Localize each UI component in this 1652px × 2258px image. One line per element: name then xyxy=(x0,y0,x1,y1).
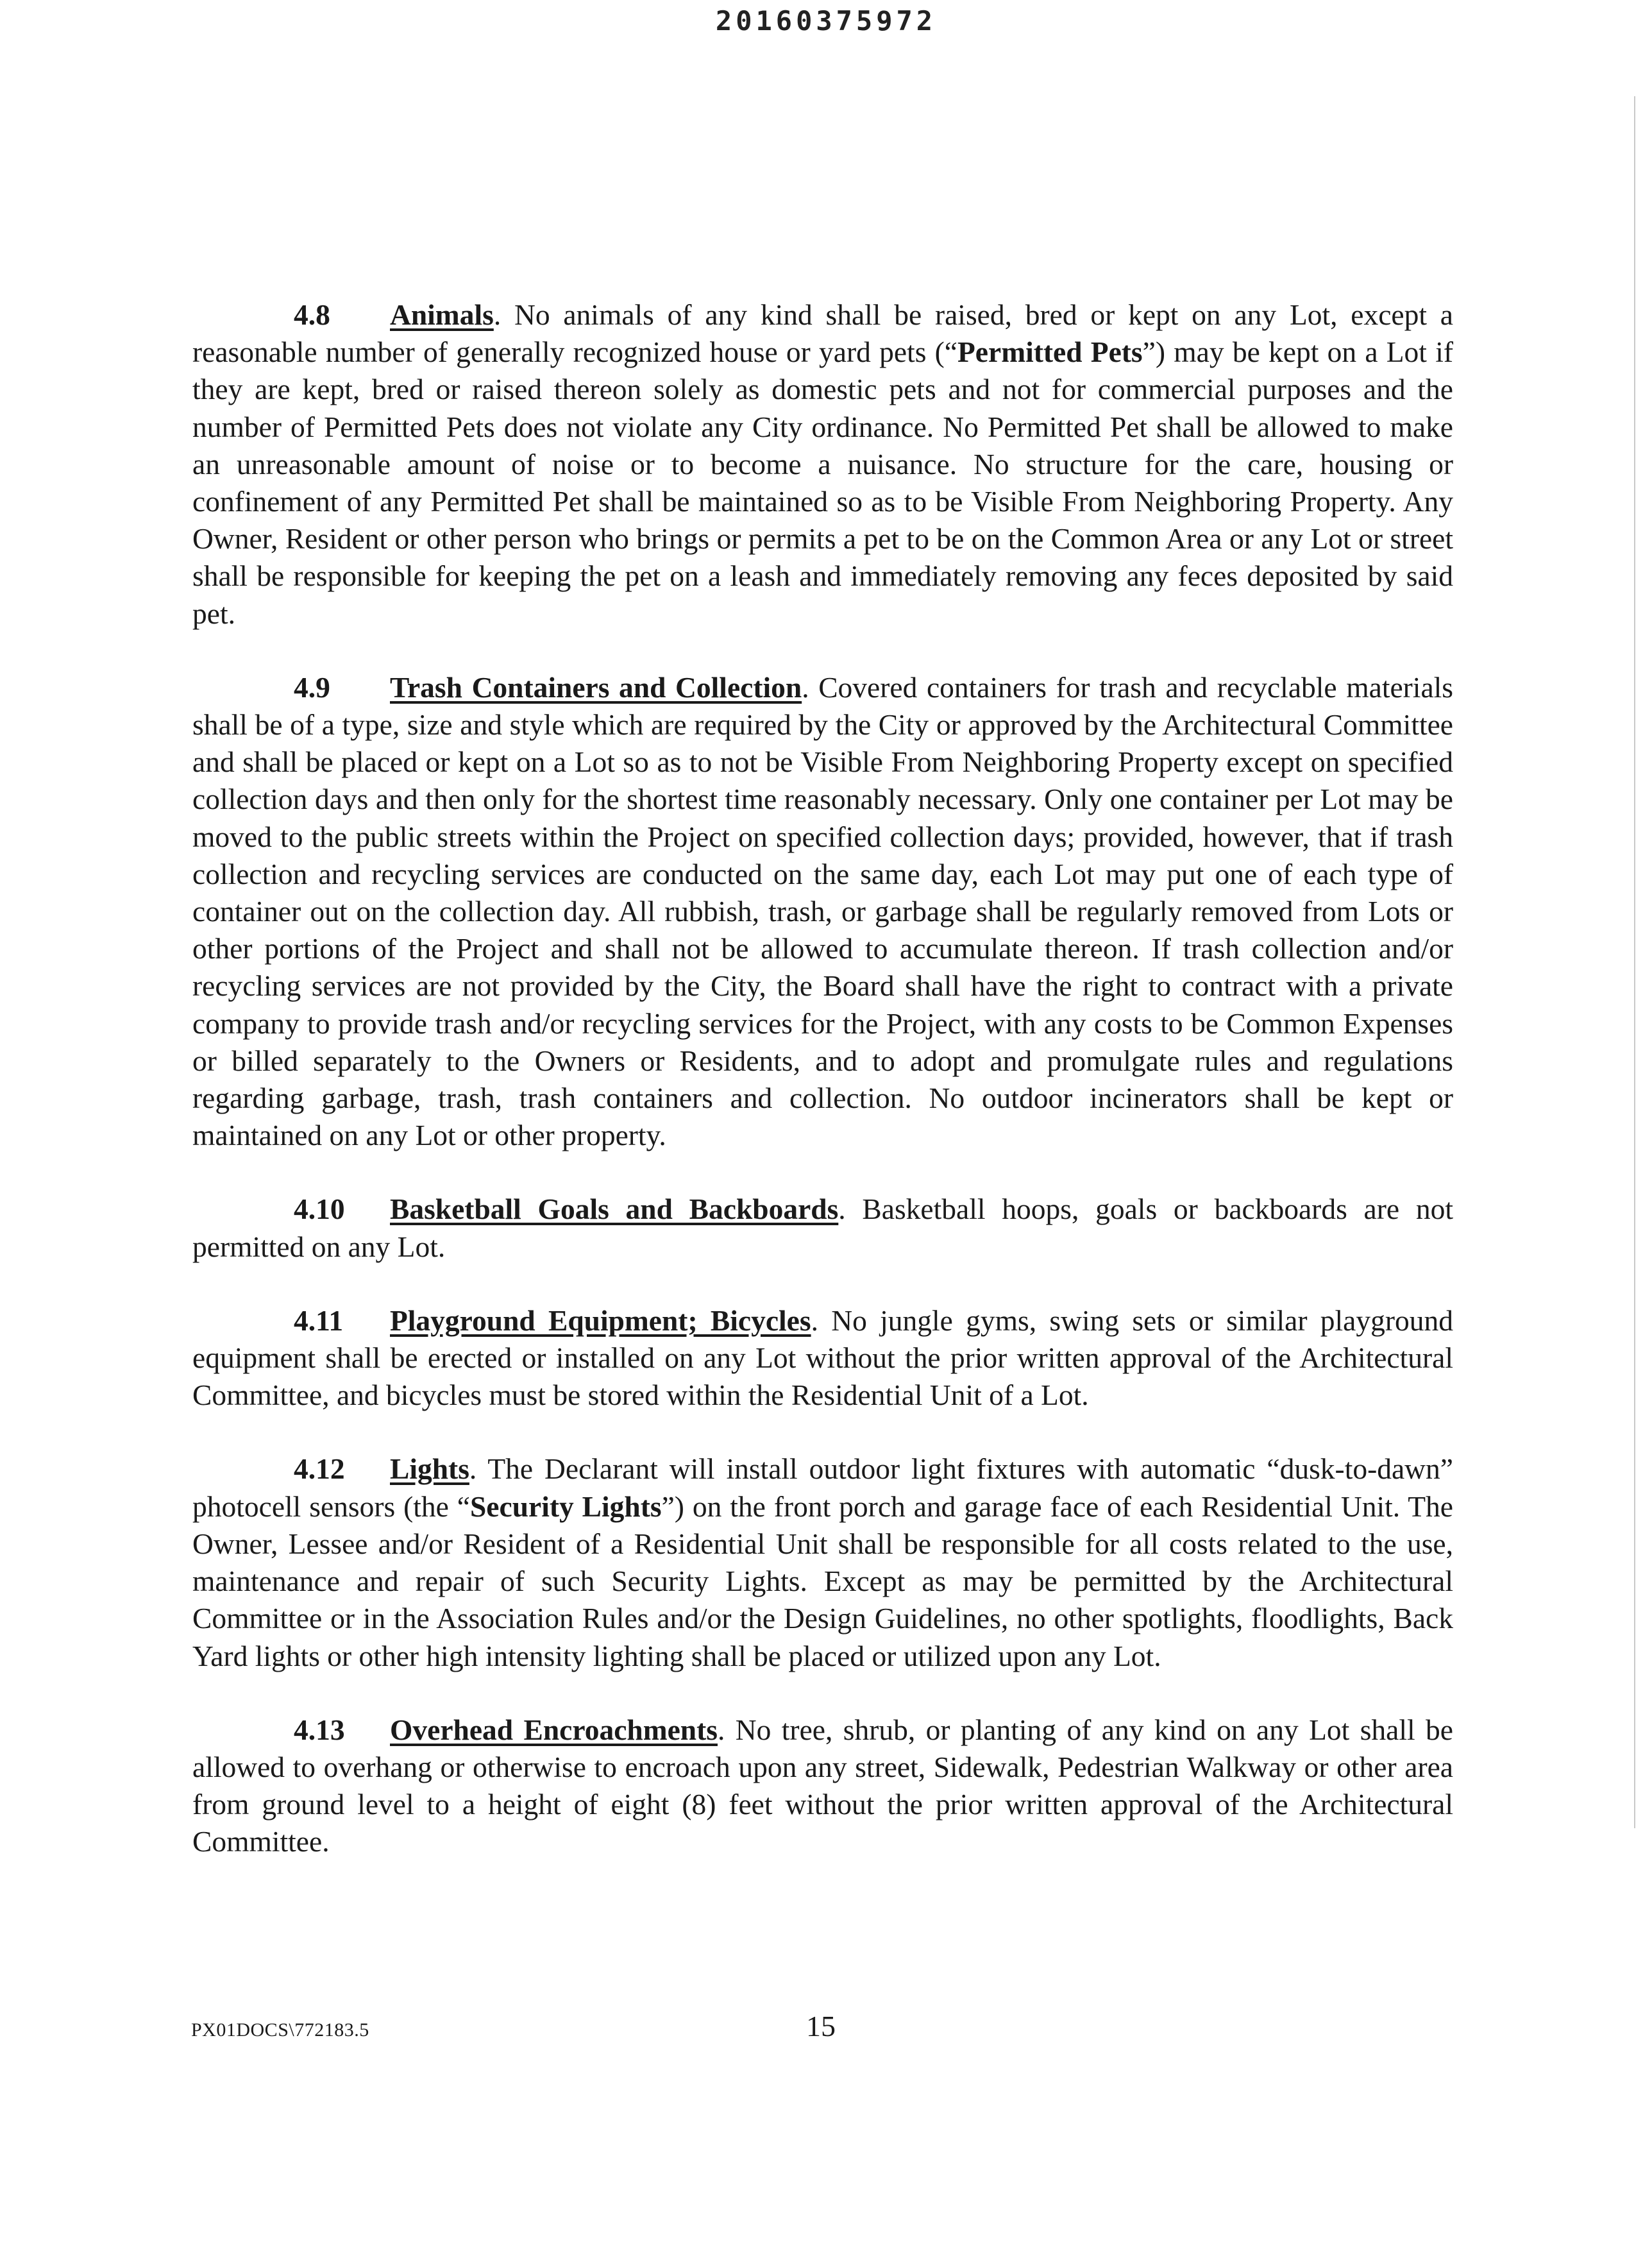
section-4-12 xyxy=(192,1450,1453,1674)
section-title: Overhead Encroachments xyxy=(390,1713,718,1746)
page-number: 15 xyxy=(806,2010,836,2042)
section-number: 4.9 xyxy=(294,670,330,704)
defined-term: Security Lights xyxy=(470,1490,662,1523)
document-body xyxy=(192,296,1453,1897)
section-number: 4.12 xyxy=(294,1452,345,1486)
section-title: Trash Containers and Collection xyxy=(390,670,802,704)
section-text: . No jungle gyms, swing sets or similar playground equipment shall be erected or installed on any Lot without the prior written approval of the Architectural Committee, and bicycles must be stored within the Residential Unit of a Lot. xyxy=(192,1303,1453,1412)
section-number: 4.8 xyxy=(294,298,330,331)
section-text: . The Declarant will install outdoor light fixtures with automatic “dusk-to-dawn” photocell sensors (the “ xyxy=(192,1452,1453,1523)
section-number: 4.10 xyxy=(294,1193,345,1226)
section-number: 4.13 xyxy=(294,1713,345,1746)
section-title: Animals xyxy=(390,298,494,331)
section-text: ”) may be kept on a Lot if they are kept, bred or raised thereon solely as domestic pets and not for commercial purposes and the number of Permitted Pets does not violate any City ordinance. No Permitted Pet shall be allowed to make an unreasonable amount of noise or to become a nuisance. No structure for the care, housing or confinement of any Permitted Pet shall be maintained so as to be Visible From Neighboring Property. Any Owner, Resident or other person who brings or permits a pet to be on the Common Area or any Lot or street shall be responsible for keeping the pet on a leash and immediately removing any feces deposited by said pet. xyxy=(192,335,1453,630)
section-title: Lights xyxy=(390,1452,469,1486)
section-text: . No animals of any kind shall be raised, bred or kept on any Lot, except a reasonable number of generally recognized house or yard pets (“ xyxy=(192,298,1453,369)
section-text: . Basketball hoops, goals or backboards are not permitted on any Lot. xyxy=(192,1193,1453,1263)
section-text: ”) on the front porch and garage face of each Residential Unit. The Owner, Lessee and/or Resident of a Residential Unit shall be responsible for all costs related to the use, maintenance and repair of such Security Lights. Except as may be permitted by the Architectural Committee or in the Association Rules and/or the Design Guidelines, no other spotlights, floodlights, Back Yard lights or other high intensity lighting shall be placed or utilized upon any Lot. xyxy=(192,1490,1453,1672)
section-text: . No tree, shrub, or planting of any kind on any Lot shall be allowed to overhang or otherwise to encroach upon any street, Sidewalk, Pedestrian Walkway or other area from ground level to a height of eight (8) feet without the prior written approval of the Architectural Committee. xyxy=(192,1713,1454,1858)
section-4-9 xyxy=(192,669,1453,1155)
section-4-8 xyxy=(192,296,1453,632)
defined-term: Permitted Pets xyxy=(957,335,1143,369)
document-number: 20160375972 xyxy=(715,5,937,37)
section-number: 4.11 xyxy=(294,1303,344,1337)
section-title: Playground Equipment; Bicycles xyxy=(390,1303,811,1337)
section-4-10 xyxy=(192,1191,1453,1265)
footer-document-code: PX01DOCS\772183.5 xyxy=(191,2019,369,2041)
section-4-13 xyxy=(192,1711,1453,1861)
section-title: Basketball Goals and Backboards xyxy=(390,1193,839,1226)
section-text: . Covered containers for trash and recyclable materials shall be of a type, size and style which are required by the City or approved by the Architectural Committee and shall be placed or kept on a Lot so as to not be Visible From Neighboring Property except on specified collection days and then only for the shortest time reasonably necessary. Only one container per Lot may be moved to the public streets within the Project on specified collection days; provided, however, that if trash collection and recycling services are conducted on the same day, each Lot may put one of each type of container out on the collection day. All rubbish, trash, or garbage shall be regularly removed from Lots or other portions of the Project and shall not be allowed to accumulate thereon. If trash collection and/or recycling services are not provided by the City, the Board shall have the right to contract with a private company to provide trash and/or recycling services for the Project, with any costs to be Common Expenses or billed separately to the Owners or Residents, and to adopt and promulgate rules and regulations regarding garbage, trash, trash containers and collection. No outdoor incinerators shall be kept or maintained on any Lot or other property. xyxy=(192,670,1453,1152)
section-4-11 xyxy=(192,1302,1453,1414)
scan-edge-line xyxy=(1634,96,1635,1828)
